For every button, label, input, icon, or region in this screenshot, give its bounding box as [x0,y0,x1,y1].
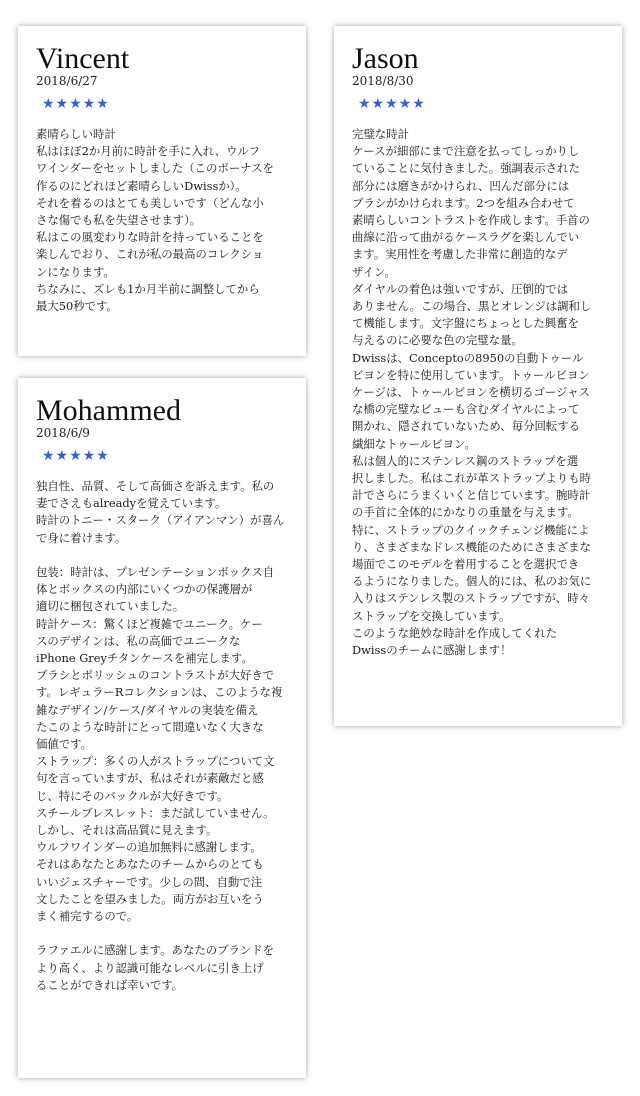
review-text: 独自性、品質、そして高価さを訴えます。私の 妻でさえもalreadyを覚えています。 時計のトニー・スターク（アイアンマン）が喜ん で身に着けます。 包装：時計は、プレゼンテーションボックス自 体とボックスの内部にいくつかの保護層が 適切に梱包されていました。 時計ケース：驚くほど複雑でユニーク。ケー スのデザインは、私の高価でユニークな iPhone Greyチタンケースを補完します。 ブラシとポリッシュのコントラストが大好きで す。レギュラーRコレクションは、このような複 雑なデザイン/ケース/ダイヤルの実装を備え たこのような時計にとって間違いなく大きな 価値です。 ストラップ：多くの人がストラップについて文 句を言っていますが、私はそれが素敵だと感 じ、特にそのバックルが大好きです。 スチールブレスレット：まだ試していません。 しかし、それは高品質に見えます。 ウルフワインダーの追加無料に感謝します。 それはあなたとあなたのチームからのとても いいジェスチャーです。少しの間、自動で注 文したことを望みました。両方がお互いをう まく補完するので。 ラファエルに感謝します。あなたのブランドを より高く、より認識可能なレベルに引き上げ ることができれば幸いです。 [36,479,285,992]
reviewer-name: Jason [352,42,419,75]
review-date: 2018/6/9 [36,426,90,440]
review-text: 素晴らしい時計 私はほぼ2か月前に時計を手に入れ、ウルフ ワインダーをセットしました（このボーナスを 作るのにどれほど素晴らしいDwissか）。 それを着るのはとても美しいです（どんな小 さな傷でも私を失望させます）。 私はこの風変わりな時計を持っていることを 楽しんでおり、これが私の最高のコレクショ ンになります。 ちなみに、ズレも1か月半前に調整してから 最大50秒です。 [36,127,274,314]
review-card-jason [334,26,622,726]
review-date: 2018/8/30 [352,74,414,88]
star-rating-icon: ★★★★★ [42,96,110,112]
review-text: 完璧な時計 ケースが細部にまで注意を払ってしっかりし ていることに気付きました。強調表示された 部分には磨きがかけられ、凹んだ部分には ブラシがかけられます。2つを組み合わせて 素晴らしいコントラストを作成します。手首の 曲線に沿って曲がるケースラグを楽しんでい ます。実用性を考慮した非常に創造的なデ ザイン。 ダイヤルの着色は強いですが、圧倒的では ありません。この場合、黒とオレンジは調和し て機能します。文字盤にちょっとした興奮を 与えるのに必要な色の完璧な量。 Dwissは、Conceptoの8950の自動トゥール ビヨンを特に使用しています。トゥールビヨン ケージは、トゥールビヨンを横切るゴージャス な橋の完璧なビューも含むダイヤルによって 開かれ、隠されていないため、毎分回転する 繊細なトゥールビヨン。 私は個人的にステンレス鋼のストラップを選 択しました。私はこれが革ストラップよりも時 計でさらにうまくいくと信じています。腕時計 の手首に全体的にかなりの重量を与えます。 特に、ストラップのクイックチェンジ機能によ り、さまざまなドレス機能のためにさまざまな 場面でこのモデルを着用することを選択でき るようになりました。個人的には、私のお気に 入りはステンレス製のストラップですが、時々 ストラップを交換しています。 このような絶妙な時計を作成してくれた Dwissのチームに感謝します！ [352,127,592,658]
star-rating-icon: ★★★★★ [358,96,426,112]
review-date: 2018/6/27 [36,74,98,88]
review-card-mohammed [18,378,306,1078]
reviewer-name: Vincent [36,42,130,75]
reviewer-name: Mohammed [36,394,181,427]
star-rating-icon: ★★★★★ [42,448,110,464]
review-card-vincent [18,26,306,356]
